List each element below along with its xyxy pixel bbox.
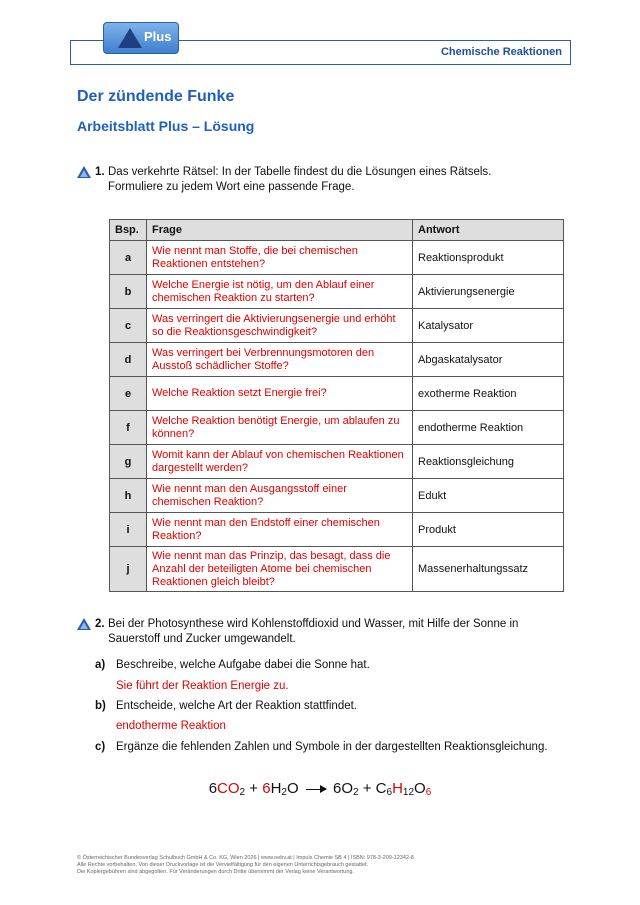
subtask-text: Ergänze die fehlenden Zahlen und Symbole in der dargestellten Reaktionsgleichung.: [116, 741, 548, 753]
answer-cell: Katalysator: [413, 309, 564, 343]
subtask-c: [95, 740, 548, 755]
reaction-arrow-icon: [306, 789, 326, 790]
question-cell: Wie nennt man den Endstoff einer chemischen Reaktion?: [147, 513, 413, 547]
subtask-text: Entscheide, welche Art der Reaktion stattfindet.: [116, 700, 357, 712]
table-row: [110, 309, 564, 343]
page-title: Der zündende Funke: [77, 88, 235, 105]
question-cell: Welche Reaktion setzt Energie frei?: [147, 377, 413, 411]
subscript: 12: [402, 787, 415, 798]
table-header-row: [110, 220, 564, 241]
subscript: 2: [239, 787, 246, 798]
footer-line: Alle Rechte vorbehalten. Von dieser Druckvorlage ist die Vervielfältigung für den eigenen Unterrichtsgebrauch gestattet.: [77, 862, 369, 868]
table-row: [110, 411, 564, 445]
plus-sign: +: [362, 780, 372, 797]
answer-cell: exotherme Reaktion: [413, 377, 564, 411]
column-header: Antwort: [413, 220, 564, 241]
question-cell: Welche Energie ist nötig, um den Ablauf einer chemischen Reaktion zu starten?: [147, 275, 413, 309]
task-number: 2.: [95, 618, 105, 630]
subscript: 6: [386, 787, 393, 798]
page-subtitle: Arbeitsblatt Plus – Lösung: [77, 118, 255, 134]
subtask-letter: b): [95, 700, 106, 712]
answer-cell: Reaktionsgleichung: [413, 445, 564, 479]
table-row: [110, 343, 564, 377]
subscript: 2: [281, 787, 287, 798]
answer-cell: endotherme Reaktion: [413, 411, 564, 445]
subtask-text: Beschreibe, welche Aufgabe dabei die Sonne hat.: [116, 659, 370, 671]
task-text: Das verkehrte Rätsel: In der Tabelle findest du die Lösungen eines Rätsels. Formuliere zu jedem Wort eine passende Frage.: [108, 166, 492, 193]
row-label: e: [110, 377, 147, 411]
answer-cell: Produkt: [413, 513, 564, 547]
difficulty-triangle-icon: [77, 618, 91, 630]
subscript: 6: [425, 787, 432, 798]
table-row: [110, 377, 564, 411]
question-cell: Womit kann der Ablauf von chemischen Reaktionen dargestellt werden?: [147, 445, 413, 479]
question-cell: Wie nennt man das Prinzip, das besagt, dass die Anzahl der beteiligten Atome bei chemischen Reaktionen gleich bleibt?: [147, 547, 413, 592]
row-label: b: [110, 275, 147, 309]
footer: [77, 855, 567, 876]
formula-part: 6O: [332, 780, 353, 797]
formula-part: H: [392, 780, 403, 797]
formula-part: O: [414, 780, 426, 797]
answer-cell: Aktivierungsenergie: [413, 275, 564, 309]
coefficient: 6: [208, 780, 218, 797]
table-row: [110, 445, 564, 479]
row-label: a: [110, 241, 147, 275]
column-header: Bsp.: [110, 220, 147, 241]
answer-a: Sie führt der Reaktion Energie zu.: [116, 680, 289, 692]
row-label: g: [110, 445, 147, 479]
section-title: Chemische Reaktionen: [440, 46, 562, 58]
table-row: [110, 547, 564, 592]
difficulty-triangle-icon: [77, 166, 91, 178]
question-cell: Was verringert bei Verbrennungsmotoren den Ausstoß schädlicher Stoffe?: [147, 343, 413, 377]
row-label: f: [110, 411, 147, 445]
subscript: 2: [353, 787, 359, 798]
row-label: i: [110, 513, 147, 547]
subtask-a: [95, 658, 370, 673]
answer-cell: Abgaskatalysator: [413, 343, 564, 377]
table-row: [110, 479, 564, 513]
table-row: [110, 241, 564, 275]
footer-line: © Österreichischer Bundesverlag Schulbuch GmbH & Co. KG, Wien 2026 | www.oebv.at | Impuls Chemie SB 4 | ISBN: 978-3-209-12342-8: [77, 855, 414, 861]
question-cell: Was verringert die Aktivierungsenergie und erhöht so die Reaktionsgeschwindigkeit?: [147, 309, 413, 343]
question-cell: Wie nennt man den Ausgangsstoff einer chemischen Reaktion?: [147, 479, 413, 513]
row-label: j: [110, 547, 147, 592]
table-row: [110, 275, 564, 309]
formula-part: O: [286, 780, 299, 797]
riddle-table: [109, 219, 564, 592]
task-text: Bei der Photosynthese wird Kohlenstoffdioxid und Wasser, mit Hilfe der Sonne in Sauerstoff und Zucker umgewandelt.: [108, 618, 519, 645]
coefficient: 6: [262, 780, 271, 797]
reaction-equation: [0, 780, 640, 798]
answer-cell: Edukt: [413, 479, 564, 513]
task-number: 1.: [95, 166, 105, 178]
formula-part: H: [270, 780, 282, 797]
logo-text: Plus: [144, 29, 172, 44]
plus-logo: [103, 22, 179, 54]
question-cell: Wie nennt man Stoffe, die bei chemischen Reaktionen entstehen?: [147, 241, 413, 275]
answer-b: endotherme Reaktion: [116, 720, 226, 732]
plus-sign: +: [249, 780, 259, 797]
triangle-logo-icon: [118, 28, 142, 48]
subtask-b: [95, 699, 357, 714]
task-1: [77, 165, 547, 195]
formula-part: CO: [217, 780, 240, 797]
row-label: c: [110, 309, 147, 343]
answer-cell: Reaktionsprodukt: [413, 241, 564, 275]
subtask-letter: c): [95, 741, 106, 753]
subtask-letter: a): [95, 659, 106, 671]
answer-cell: Massenerhaltungssatz: [413, 547, 564, 592]
column-header: Frage: [147, 220, 413, 241]
task-2: [77, 617, 547, 647]
formula-part: C: [375, 780, 387, 797]
row-label: d: [110, 343, 147, 377]
row-label: h: [110, 479, 147, 513]
question-cell: Welche Reaktion benötigt Energie, um ablaufen zu können?: [147, 411, 413, 445]
table-row: [110, 513, 564, 547]
footer-line: Die Kopiergebühren sind abgegolten. Für Veränderungen durch Dritte übernimmt der Verlag keine Verantwortung.: [77, 869, 355, 875]
